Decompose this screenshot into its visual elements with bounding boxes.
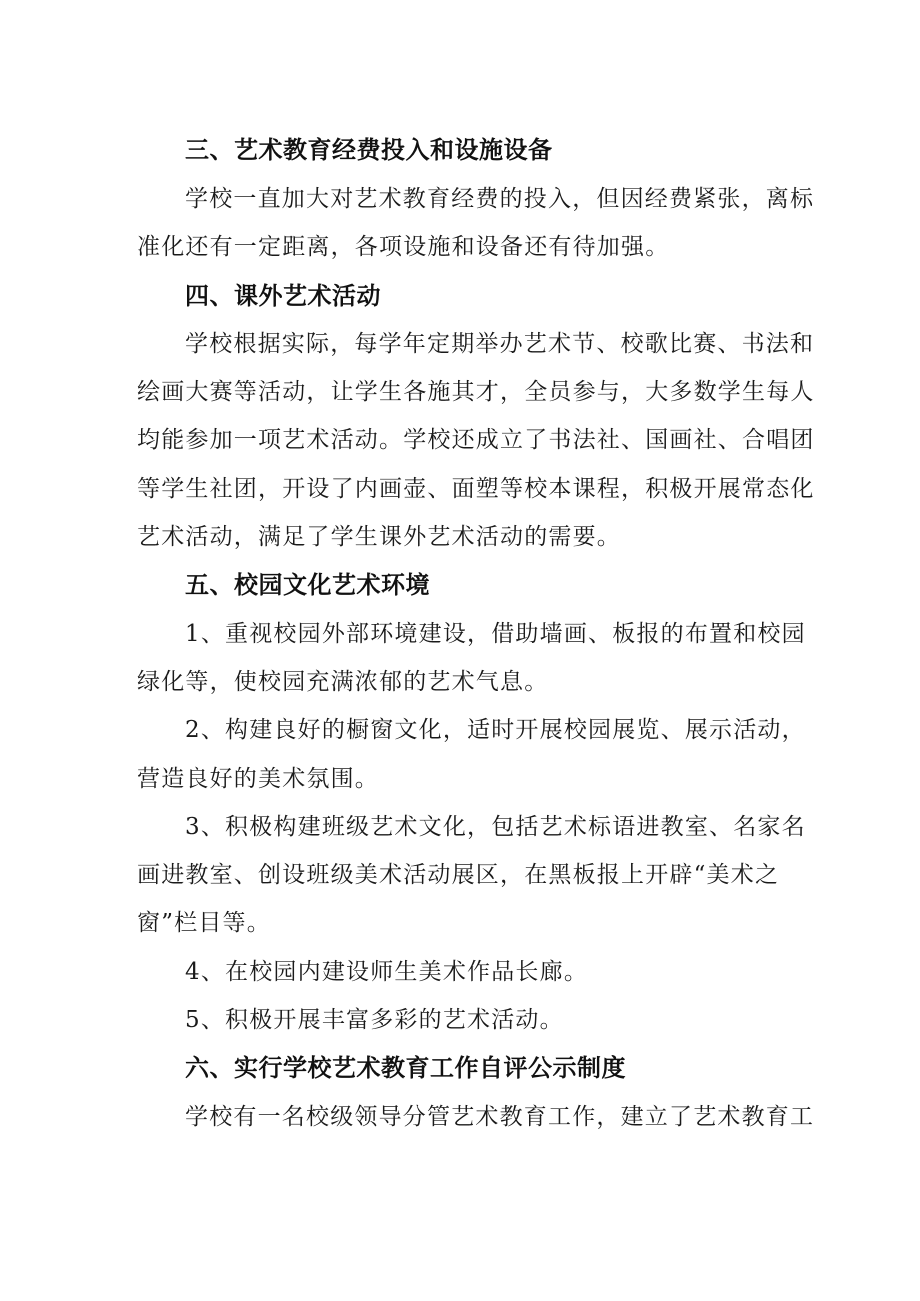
section-heading-5: 五、校园文化艺术环境 [185,571,430,599]
list-item-line: 3、积极构建班级艺术文化，包括艺术标语进教室、名家名 [185,814,806,840]
list-item-line: 营造良好的美术氛围。 [137,766,379,792]
list-item-line: 1、重视校园外部环境建设，借助墙画、板报的布置和校园 [185,621,806,647]
list-item-line: 4、在校园内建设师生美术作品长廊。 [185,959,589,985]
section-heading-3: 三、艺术教育经费投入和设施设备 [185,136,553,164]
paragraph-line: 艺术活动，满足了学生课外艺术活动的需要。 [137,524,621,550]
paragraph-line: 均能参加一项艺术活动。学校还成立了书法社、国画社、合唱团 [137,427,815,453]
paragraph-line: 绘画大赛等活动，让学生各施其才，全员参与，大多数学生每人 [137,379,815,405]
section-heading-6: 六、实行学校艺术教育工作自评公示制度 [185,1054,626,1082]
paragraph-line: 学校一直加大对艺术教育经费的投入，但因经费紧张，离标 [185,186,815,212]
list-item-line: 2、构建良好的橱窗文化，适时开展校园展览、展示活动， [185,717,806,743]
list-item-line: 窗”栏目等。 [137,910,271,936]
paragraph-line: 学校有一名校级领导分管艺术教育工作，建立了艺术教育工 [185,1104,815,1130]
paragraph-line: 准化还有一定距离，各项设施和设备还有待加强。 [137,234,670,260]
list-item-line: 5、积极开展丰富多彩的艺术活动。 [185,1007,564,1033]
paragraph-line: 学校根据实际，每学年定期举办艺术节、校歌比赛、书法和 [185,331,815,357]
paragraph-line: 等学生社团，开设了内画壶、面塑等校本课程，积极开展常态化 [137,476,815,502]
section-heading-4: 四、课外艺术活动 [185,282,381,310]
list-item-line: 画进教室、创设班级美术活动展区，在黑板报上开辟“美术之 [137,862,780,888]
list-item-line: 绿化等，使校园充满浓郁的艺术气息。 [137,669,549,695]
